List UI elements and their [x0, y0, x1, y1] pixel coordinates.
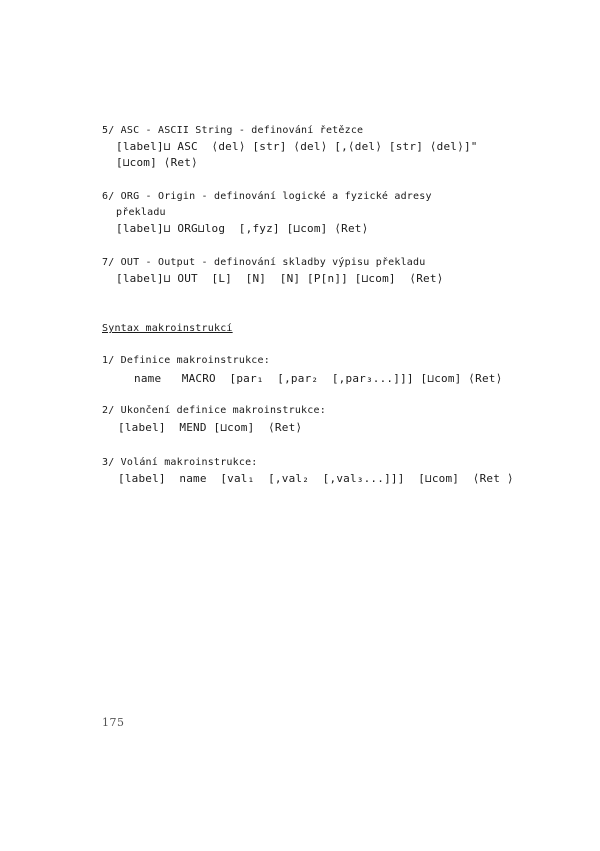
asc-syntax-cont: [⊔com] ⟨Ret⟩ — [116, 156, 198, 169]
macro-def-syntax: name MACRO [par₁ [,par₂ [,par₃...]]] [⊔com] ⟨Ret⟩ — [134, 372, 503, 385]
org-syntax: [label]⊔ ORG⊔log [,fyz] [⊔com] ⟨Ret⟩ — [116, 222, 369, 235]
macro-end-syntax: [label] MEND [⊔com] ⟨Ret⟩ — [118, 421, 303, 434]
asc-syntax: [label]⊔ ASC ⟨del⟩ [str] ⟨del⟩ [,⟨del⟩ [str] ⟨del⟩]" — [116, 140, 478, 153]
out-syntax: [label]⊔ OUT [L] [N] [N] [P[n]] [⊔com] ⟨Ret⟩ — [116, 272, 444, 285]
asc-heading: 5/ ASC - ASCII String - definování řetězce — [102, 125, 364, 136]
org-heading: 6/ ORG - Origin - definování logické a fyzické adresy — [102, 191, 432, 202]
macro-def-heading: 1/ Definice makroinstrukce: — [102, 355, 270, 366]
page-number: 175 — [102, 716, 125, 729]
macro-call-heading: 3/ Volání makroinstrukce: — [102, 457, 258, 468]
macro-end-heading: 2/ Ukončení definice makroinstrukce: — [102, 405, 326, 416]
out-heading: 7/ OUT - Output - definování skladby výpisu překladu — [102, 257, 426, 268]
macro-call-syntax: [label] name [val₁ [,val₂ [,val₃...]]] [⊔com] ⟨Ret ⟩ — [118, 472, 514, 485]
org-heading-cont: překladu — [116, 207, 166, 218]
macro-section-title: Syntax makroinstrukcí — [102, 323, 233, 334]
